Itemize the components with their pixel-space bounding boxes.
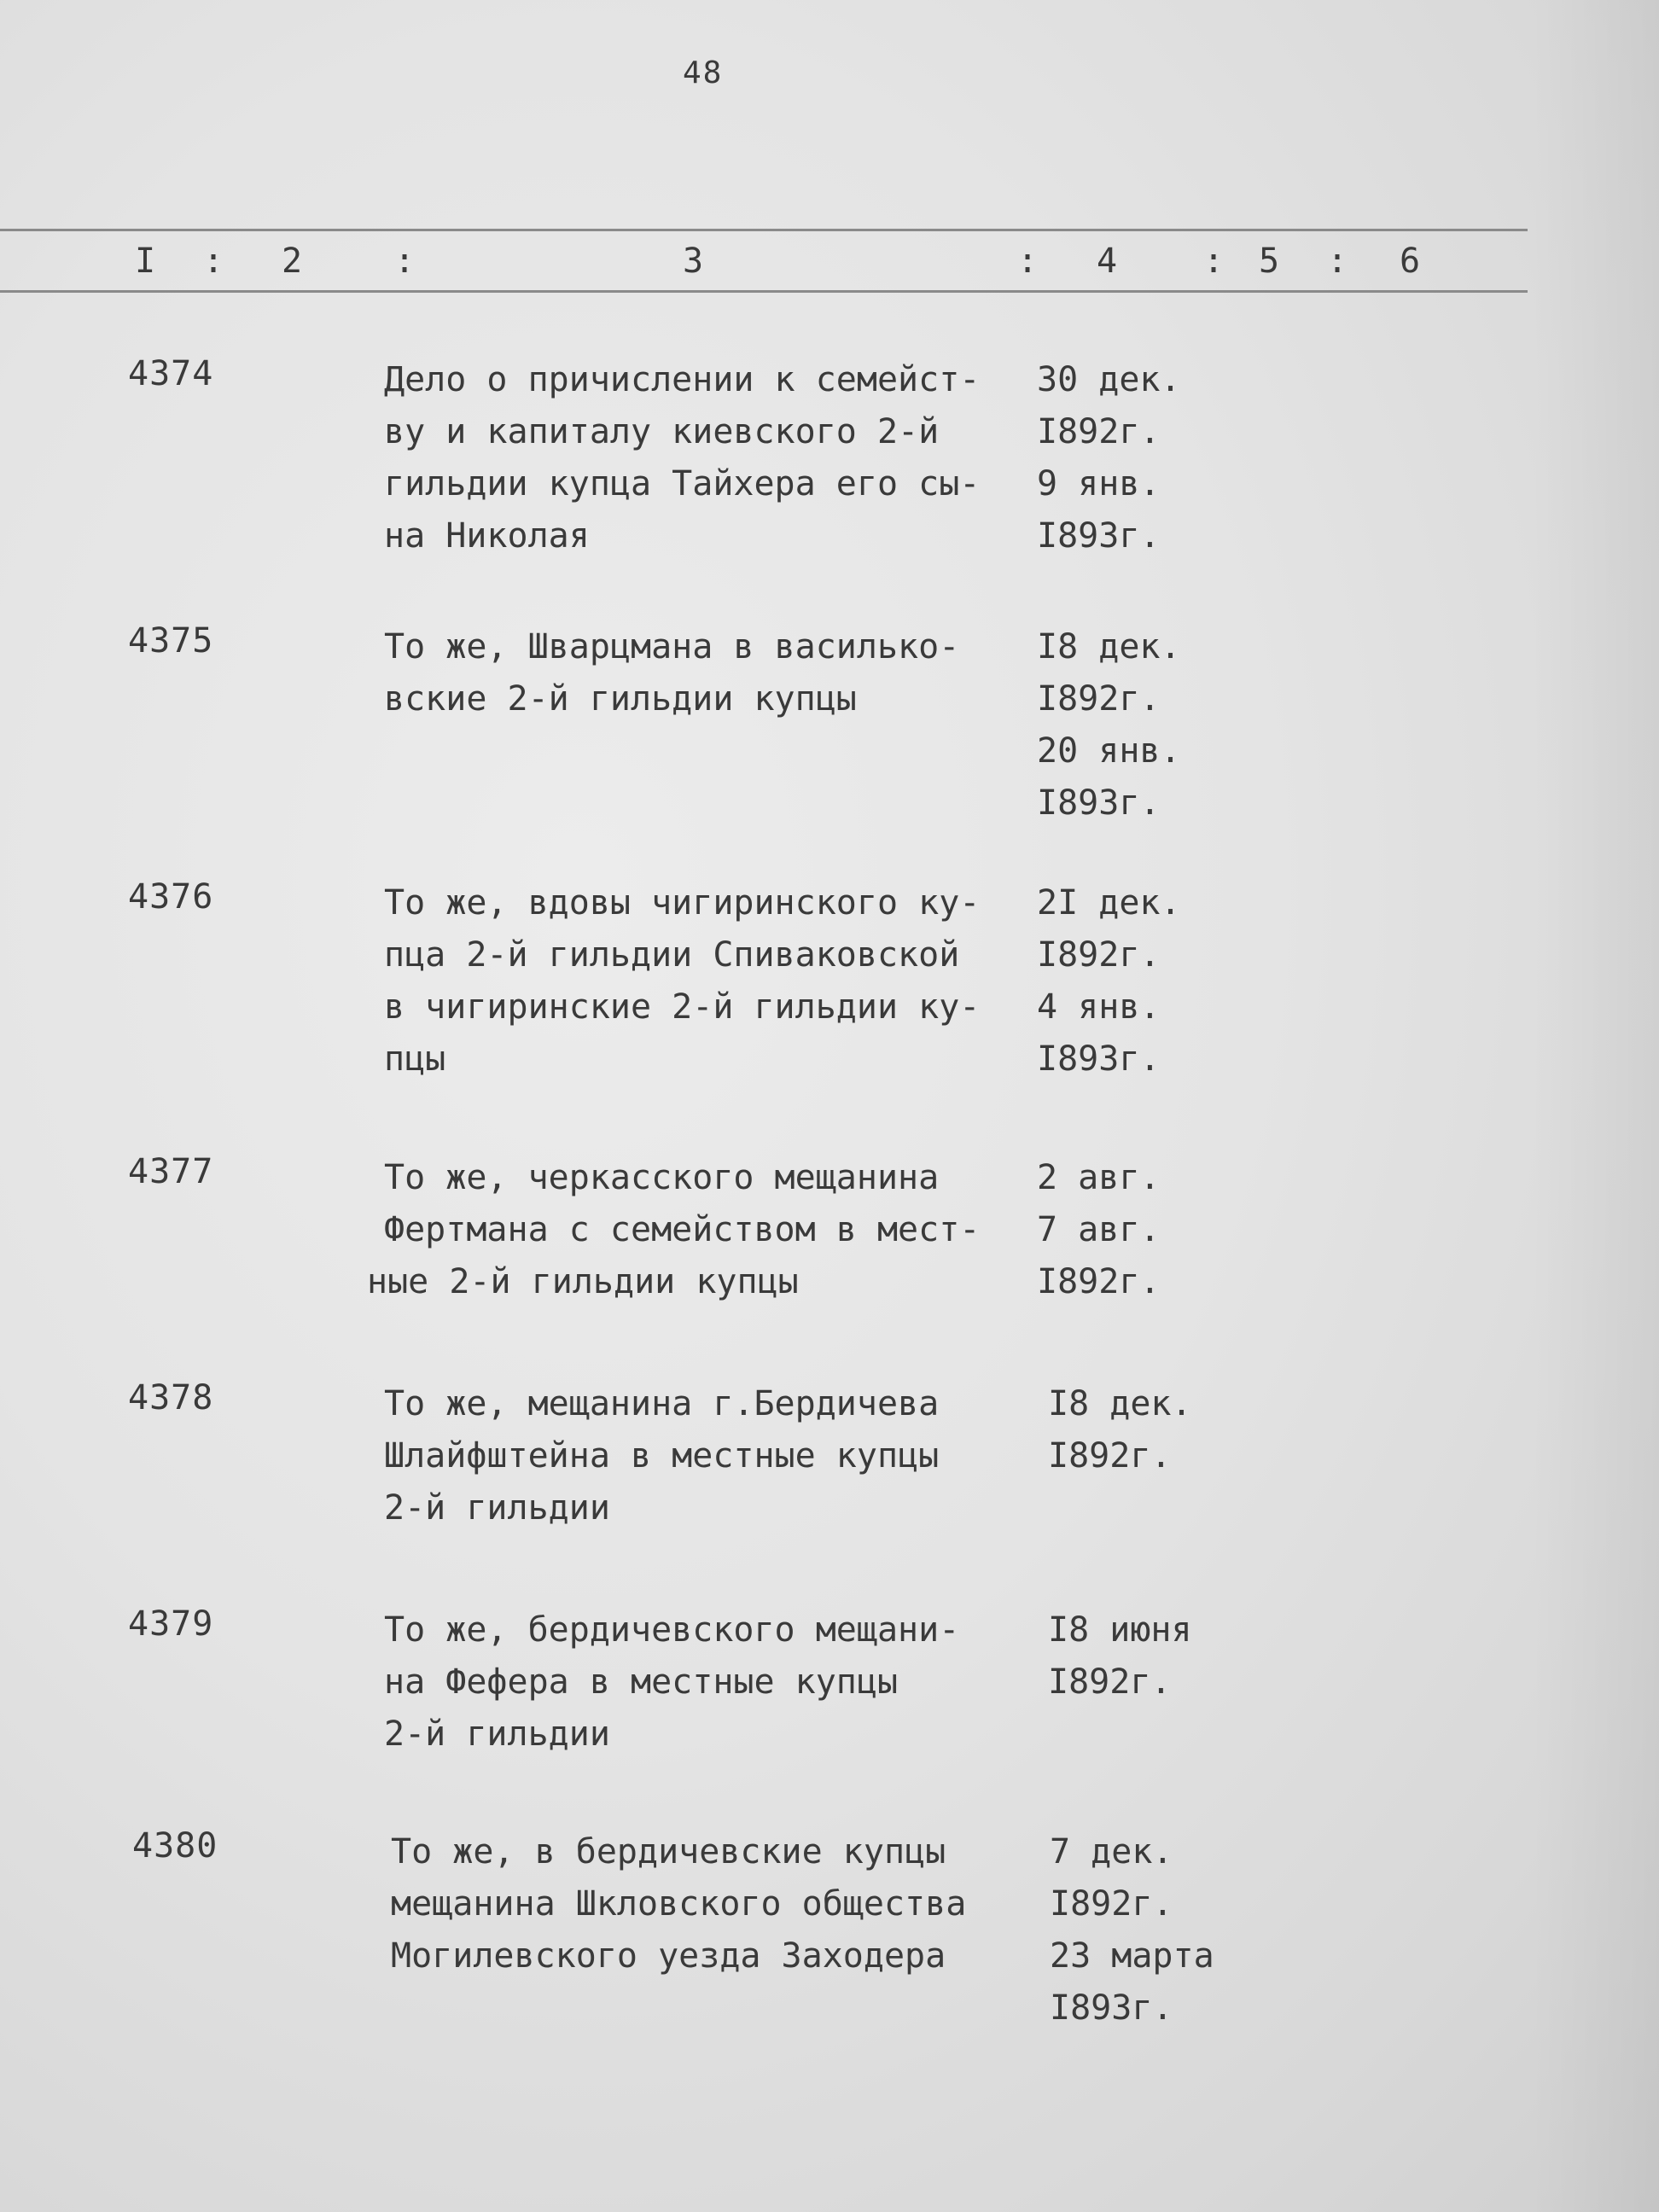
description-line: мещанина Шкловского общества: [391, 1884, 967, 1924]
description-line: ву и капиталу киевского 2-й: [384, 412, 940, 451]
entry-dates: [1037, 877, 1242, 1086]
column-header-2: 2: [282, 242, 303, 281]
description-line: пца 2-й гильдии Спиваковской: [384, 935, 960, 975]
entry-description: [384, 354, 1016, 562]
date-line: I893г.: [1037, 516, 1161, 556]
date-line: I892г.: [1048, 1662, 1172, 1702]
description-line: гильдии купца Тайхера его сы-: [384, 464, 981, 504]
column-header-3: 3: [683, 242, 704, 281]
page-shadow-edge: [1531, 0, 1659, 2212]
header-rule-bottom: [0, 290, 1528, 293]
description-line: Шлайфштейна в местные купцы: [384, 1436, 940, 1476]
description-line: на Фефера в местные купцы: [384, 1662, 899, 1702]
date-line: I8 июня: [1048, 1610, 1192, 1650]
date-line: 20 янв.: [1037, 731, 1181, 771]
description-line: То же, в бердичевские купцы: [391, 1832, 946, 1871]
entry-description: [384, 621, 1016, 725]
date-line: I893г.: [1037, 783, 1161, 823]
date-line: 7 авг.: [1037, 1210, 1161, 1249]
entry-dates: [1048, 1378, 1253, 1482]
date-line: I892г.: [1050, 1884, 1173, 1924]
description-line: вские 2-й гильдии купцы: [384, 679, 857, 719]
date-line: I892г.: [1037, 1262, 1161, 1301]
date-line: I893г.: [1050, 1988, 1173, 2028]
entry-dates: [1037, 621, 1242, 830]
date-line: 4 янв.: [1037, 987, 1161, 1027]
description-line: 2-й гильдии: [384, 1714, 610, 1754]
description-line: ные 2-й гильдии купцы: [367, 1262, 799, 1301]
description-line: 2-й гильдии: [384, 1488, 610, 1528]
entry-number: 4379: [128, 1604, 214, 1644]
entry-number: 4375: [128, 621, 214, 661]
entry-dates: [1048, 1604, 1253, 1708]
date-line: 2 авг.: [1037, 1158, 1161, 1197]
date-line: 23 марта: [1050, 1936, 1214, 1976]
column-header-5: 5: [1259, 242, 1280, 281]
description-line: Могилевского уезда Заходера: [391, 1936, 946, 1976]
description-line: в чигиринские 2-й гильдии ку-: [384, 987, 981, 1027]
entry-description: [367, 1152, 1016, 1308]
column-header-4: 4: [1097, 242, 1118, 281]
description-line: на Николая: [384, 516, 590, 556]
entry-number: 4380: [132, 1826, 218, 1866]
column-separator: :: [203, 242, 224, 281]
entry-description: [384, 877, 1016, 1086]
description-line: То же, мещанина г.Бердичева: [384, 1384, 940, 1423]
date-line: I892г.: [1037, 935, 1161, 975]
description-line: пцы: [384, 1039, 446, 1079]
date-line: 2I дек.: [1037, 883, 1181, 923]
column-separator: :: [1017, 242, 1039, 281]
date-line: I892г.: [1048, 1436, 1172, 1476]
column-header-6: 6: [1400, 242, 1421, 281]
header-rule-top: [0, 229, 1528, 231]
date-line: I892г.: [1037, 679, 1161, 719]
entry-description: [384, 1604, 1016, 1761]
date-line: 30 дек.: [1037, 360, 1181, 399]
description-line: То же, бердичевского мещани-: [384, 1610, 960, 1650]
entry-dates: [1037, 354, 1242, 562]
entry-number: 4374: [128, 354, 214, 393]
entry-dates: [1037, 1152, 1242, 1308]
description-line: То же, Шварцмана в василько-: [384, 627, 960, 667]
entry-number: 4378: [128, 1378, 214, 1417]
page-number: 48: [683, 55, 724, 90]
description-line: То же, черкасского мещанина: [384, 1158, 940, 1197]
entry-number: 4377: [128, 1152, 214, 1191]
date-line: I892г.: [1037, 412, 1161, 451]
date-line: I893г.: [1037, 1039, 1161, 1079]
date-line: I8 дек.: [1048, 1384, 1192, 1423]
description-line: То же, вдовы чигиринского ку-: [384, 883, 981, 923]
entry-dates: [1050, 1826, 1254, 2034]
column-separator: :: [1327, 242, 1348, 281]
date-line: 9 янв.: [1037, 464, 1161, 504]
date-line: I8 дек.: [1037, 627, 1181, 667]
entry-description: [384, 1378, 1016, 1534]
column-separator: :: [1203, 242, 1225, 281]
description-line: Фертмана с семейством в мест-: [384, 1210, 981, 1249]
description-line: Дело о причислении к семейст-: [384, 360, 981, 399]
entry-number: 4376: [128, 877, 214, 917]
entry-description: [391, 1826, 1022, 1982]
column-header-1: I: [135, 242, 156, 281]
column-separator: :: [394, 242, 416, 281]
date-line: 7 дек.: [1050, 1832, 1173, 1871]
